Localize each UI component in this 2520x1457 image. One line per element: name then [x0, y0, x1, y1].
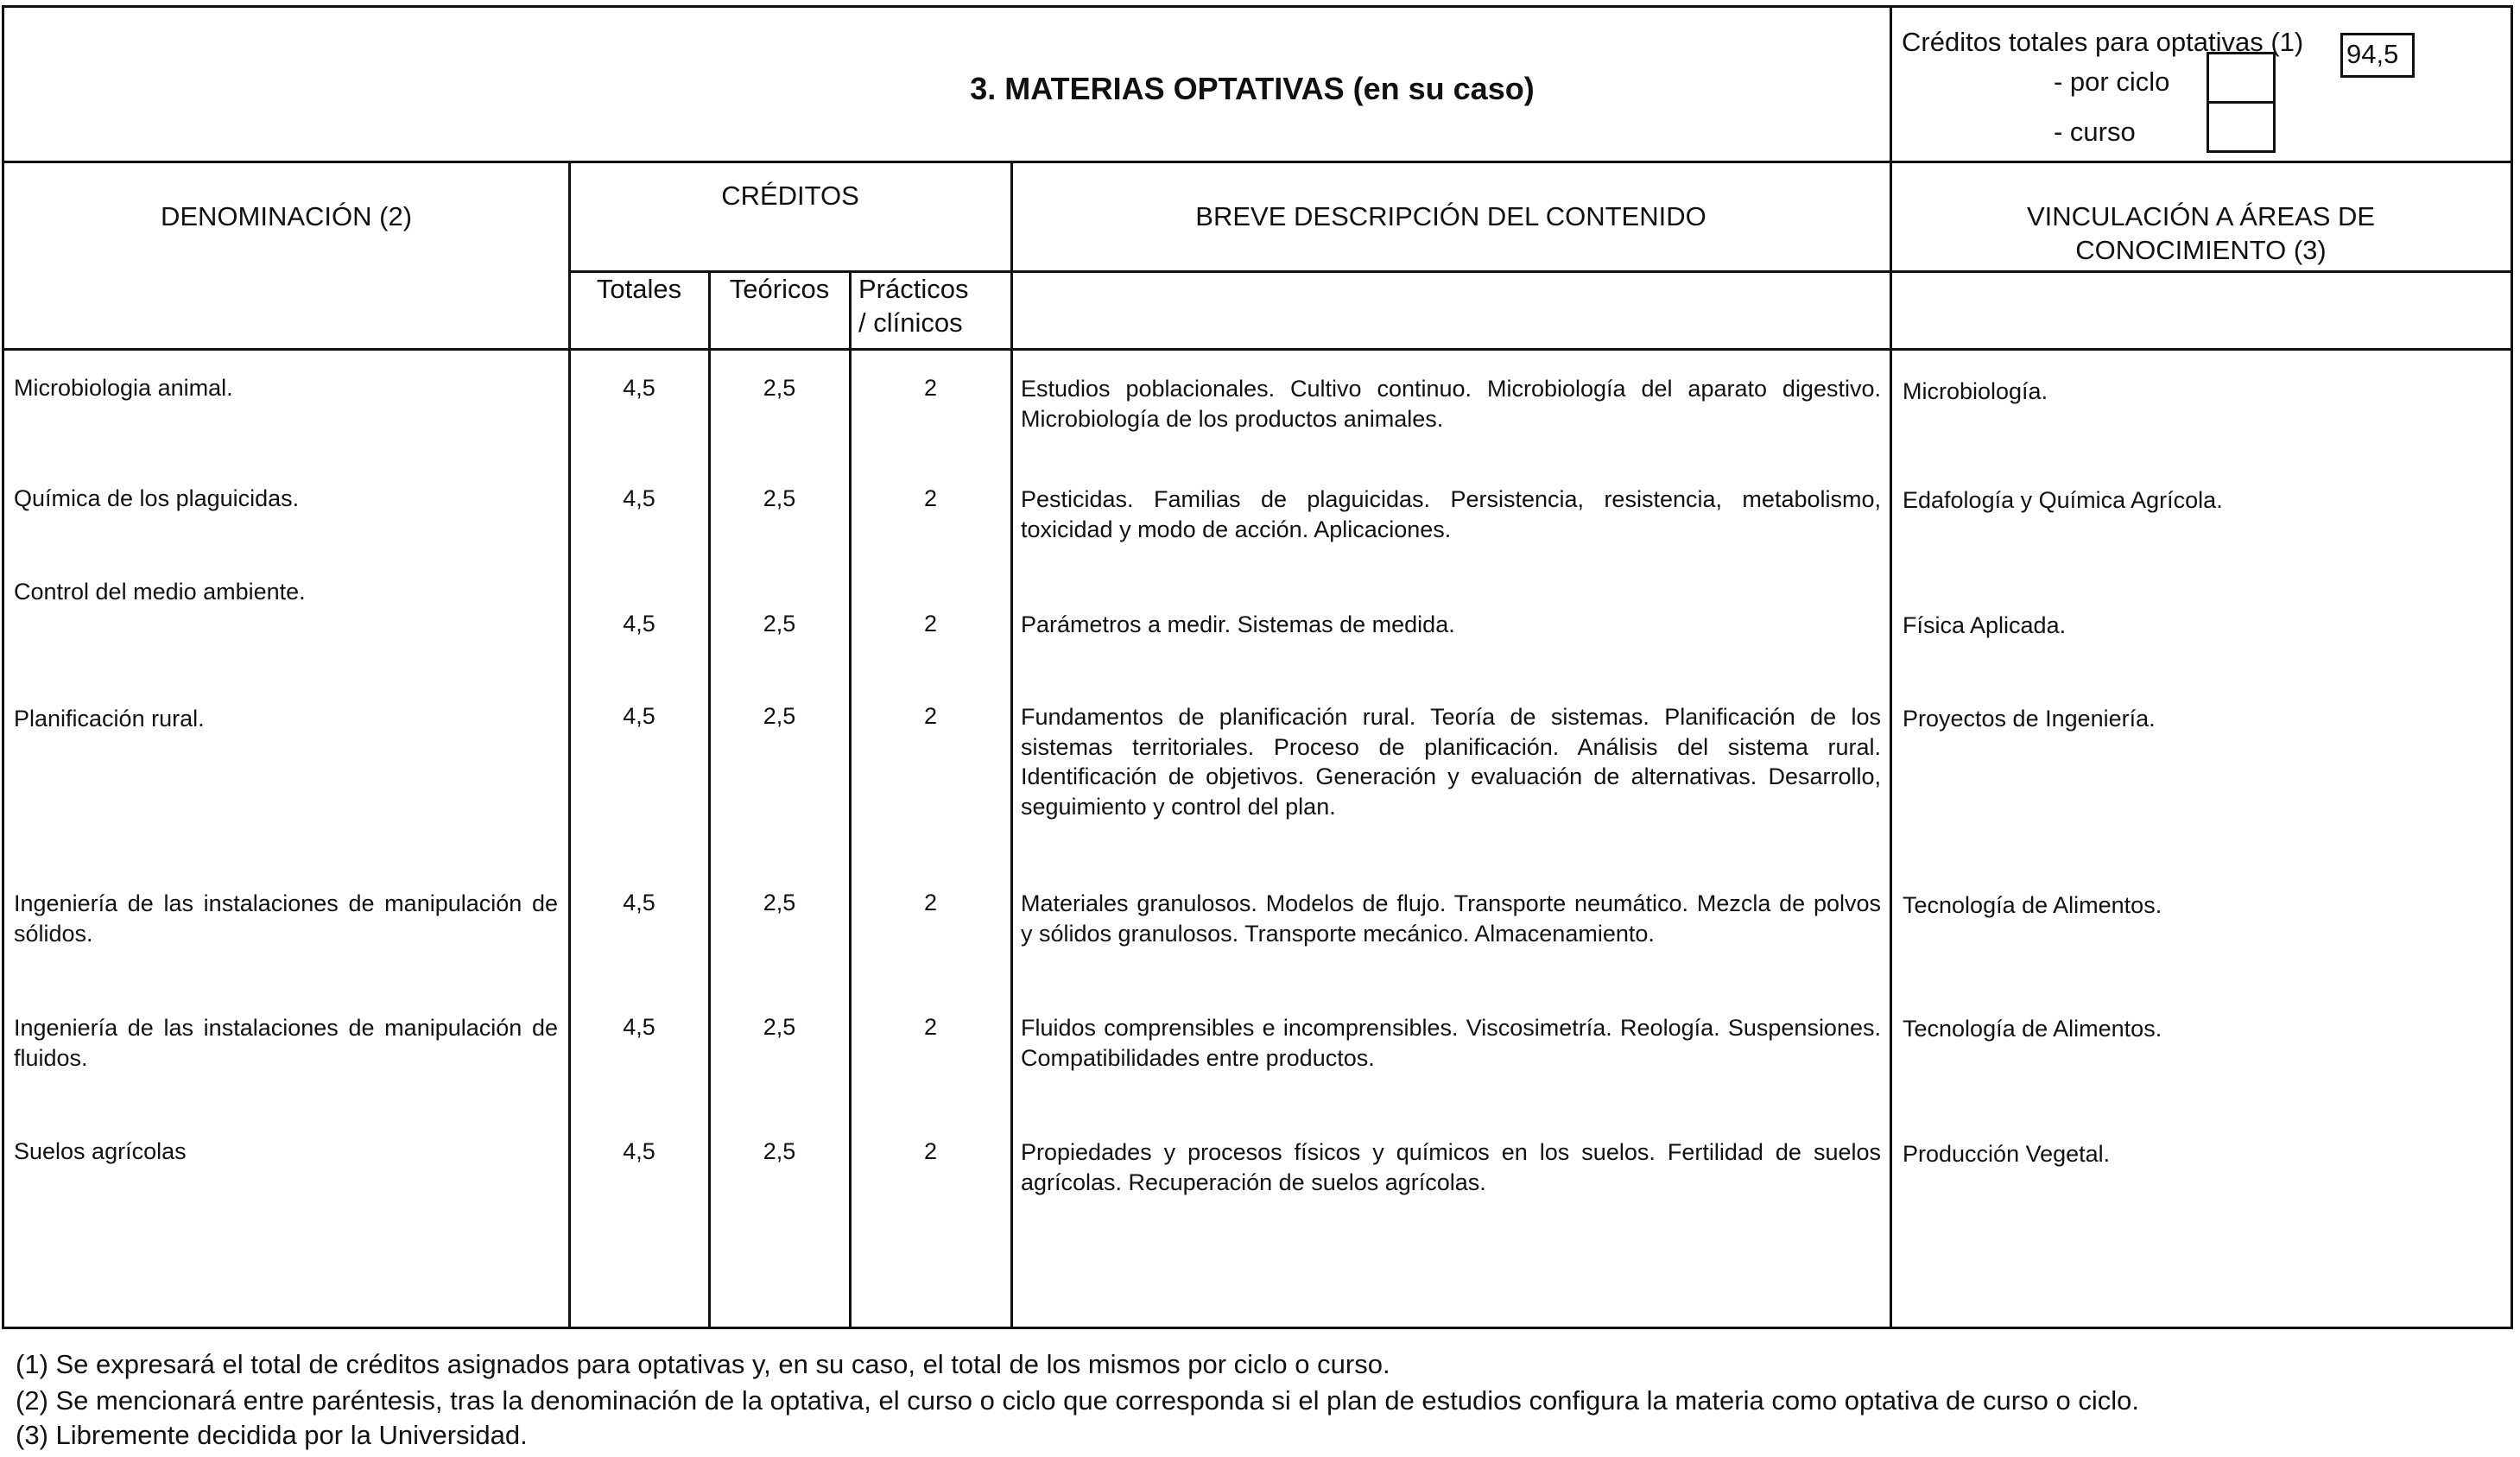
row-teoricos: 2,5 [763, 611, 796, 637]
row-area: Producción Vegetal. [1903, 1141, 2111, 1167]
row-practicos: 2 [923, 1138, 938, 1164]
row-practicos: 2 [923, 375, 938, 401]
col-header-descripcion: BREVE DESCRIPCIÓN DEL CONTENIDO [1195, 201, 1706, 231]
col-header-practicos-line2: / clínicos [858, 307, 963, 338]
row-teoricos: 2,5 [763, 375, 796, 401]
col-header-teoricos: Teóricos [729, 274, 830, 304]
col-header-vinculacion-line1: VINCULACIÓN A ÁREAS DE [2026, 201, 2376, 231]
row-practicos: 2 [923, 703, 938, 729]
col-header-totales: Totales [596, 274, 682, 304]
por-ciclo-box [2207, 52, 2276, 104]
row-denominacion: Química de los plaguicidas. [14, 485, 300, 511]
row-totales: 4,5 [623, 1014, 655, 1040]
col-header-denominacion: DENOMINACIÓN (2) [160, 201, 413, 231]
table-border-bottom [2, 1327, 2513, 1329]
row-practicos: 2 [923, 1014, 938, 1040]
columns-divider [2, 348, 2513, 351]
row-area: Tecnología de Alimentos. [1903, 1016, 2162, 1042]
row-teoricos: 2,5 [763, 1014, 796, 1040]
row-totales: 4,5 [623, 890, 655, 915]
row-teoricos: 2,5 [763, 1138, 796, 1164]
col-header-vinculacion [1891, 200, 2511, 268]
curso-label: - curso [2054, 117, 2136, 147]
row-practicos: 2 [923, 890, 938, 915]
row-area: Microbiología. [1903, 378, 2048, 404]
row-teoricos: 2,5 [763, 703, 796, 729]
row-area: Física Aplicada. [1903, 612, 2067, 638]
row-denominacion: Suelos agrícolas [14, 1138, 187, 1164]
table-border-top [2, 5, 2513, 8]
row-teoricos: 2,5 [763, 485, 796, 511]
col-descripcion-divider [1890, 161, 1892, 1328]
row-denominacion: Planificación rural. [14, 706, 205, 732]
row-denominacion: Ingeniería de las instalaciones de manipulación de fluidos. [14, 1015, 558, 1071]
row-descripcion: Parámetros a medir. Sistemas de medida. [1021, 611, 1455, 637]
creditos-totales-value: 94,5 [2346, 39, 2399, 69]
row-descripcion: Propiedades y procesos físicos y químicos en los suelos. Fertilidad de suelos agrícolas. Recuperación de suelos agrícolas. [1021, 1139, 1881, 1195]
table-border-right [2511, 5, 2513, 1329]
row-practicos: 2 [923, 611, 938, 637]
row-totales: 4,5 [623, 485, 655, 511]
row-area: Edafología y Química Agrícola. [1903, 487, 2223, 513]
row-area: Tecnología de Alimentos. [1903, 892, 2162, 918]
row-totales: 4,5 [623, 1138, 655, 1164]
creditos-totales-value-box [2340, 33, 2415, 78]
row-descripcion: Pesticidas. Familias de plaguicidas. Persistencia, resistencia, metabolismo, toxicidad y modo de acción. Aplicaciones. [1021, 486, 1881, 542]
col-header-vinculacion-line2: CONOCIMIENTO (3) [2075, 234, 2327, 265]
row-denominacion: Microbiologia animal. [14, 375, 233, 401]
curso-box [2207, 101, 2276, 153]
col-header-practicos [858, 273, 968, 340]
row-totales: 4,5 [623, 611, 655, 637]
col-practicos-divider [1010, 161, 1013, 1328]
row-area: Proyectos de Ingeniería. [1903, 706, 2156, 732]
row-teoricos: 2,5 [763, 890, 796, 915]
col-header-creditos: CRÉDITOS [721, 181, 859, 211]
footnote-3: (3) Libremente decidida por la Universidad. [16, 1420, 528, 1450]
row-totales: 4,5 [623, 375, 655, 401]
row-descripcion: Estudios poblacionales. Cultivo continuo. Microbiología del aparato digestivo. Microbiología de los productos animales. [1021, 376, 1881, 432]
header-divider [2, 161, 2513, 163]
row-descripcion: Materiales granulosos. Modelos de flujo. Transporte neumático. Mezcla de polvos y sólidos granulosos. Transporte mecánico. Almacenamiento. [1021, 890, 1881, 947]
por-ciclo-label: - por ciclo [2054, 67, 2170, 97]
row-descripcion: Fundamentos de planificación rural. Teoría de sistemas. Planificación de los sistemas territoriales. Proceso de planificación. Análisis del sistema rural. Identificación de objetivos. Generación y evaluación de alternativas. Desarrollo, seguimiento y control del plan. [1021, 704, 1881, 820]
col-header-practicos-line1: Prácticos [858, 274, 969, 304]
footnote-2: (2) Se mencionará entre paréntesis, tras la denominación de la optativa, el curso o ciclo que corresponda si el plan de estudios configura la materia como optativa de curso o ciclo. [16, 1385, 2139, 1416]
footnote-1: (1) Se expresará el total de créditos asignados para optativas y, en su caso, el total de los mismos por ciclo o curso. [16, 1349, 1390, 1379]
row-denominacion: Control del medio ambiente. [14, 579, 306, 605]
row-descripcion: Fluidos comprensibles e incomprensibles. Viscosimetría. Reología. Suspensiones. Compatibilidades entre productos. [1021, 1015, 1881, 1071]
page-title: 3. MATERIAS OPTATIVAS (en su caso) [970, 71, 1535, 106]
creditos-totales-label: Créditos totales para optativas (1) [1902, 27, 2304, 57]
col-totales-divider [708, 270, 711, 1328]
col-teoricos-divider [849, 270, 852, 1328]
row-totales: 4,5 [623, 703, 655, 729]
row-denominacion: Ingeniería de las instalaciones de manipulación de sólidos. [14, 890, 558, 947]
row-practicos: 2 [923, 485, 938, 511]
title-right-divider [1890, 5, 1892, 162]
